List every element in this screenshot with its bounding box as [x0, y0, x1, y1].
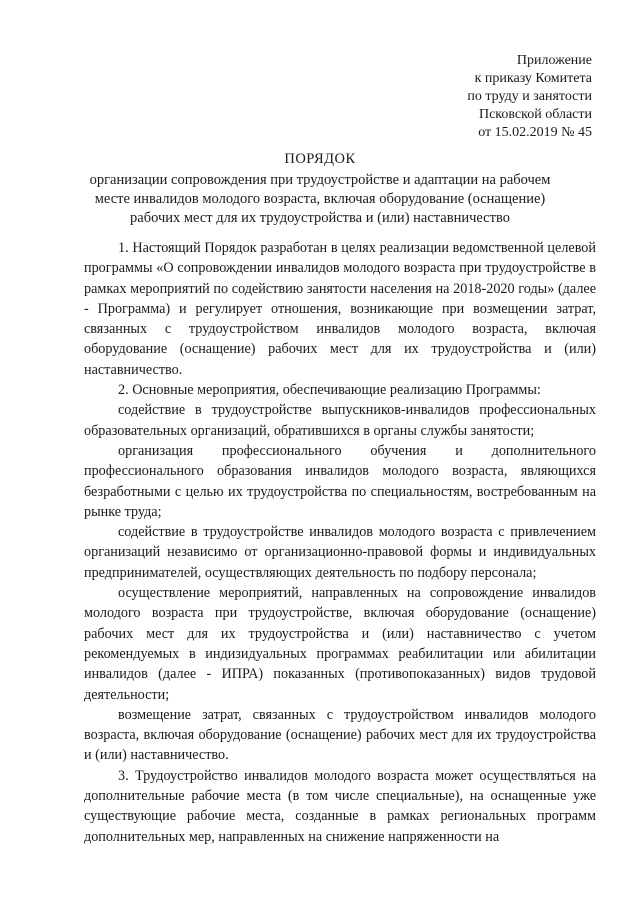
paragraph: осуществление мероприятий, направленных на сопровождение инвалидов молодого возраста при трудоустройстве, включая оборудование (оснащение) рабочих мест для их трудоустройства и (или) наставничество с учетом рекомендуемых в индизидуальных программах реабилитации или абилитации инвалидов (далее - ИПРА) показанных (противопоказанных) видов трудовой деятельности;: [84, 585, 596, 703]
paragraph: 1. Настоящий Порядок разработан в целях реализации ведомственной целевой программы «О сопровождении инвалидов молодого возраста при трудоустройстве в рамках мероприятий по содействию занятости населения на 2018-2020 годы» (далее - Программа) и регулирует отношения, возникающие при возмещении затрат, связанных с трудоустройством инвалидов молодого возраста, включая оборудование (оснащение) рабочих мест для их трудоустройства и (или) наставничество.: [84, 240, 596, 378]
title-subline: организации сопровождения при трудоустройстве и адаптации на рабочем: [89, 172, 551, 188]
paragraph: возмещение затрат, связанных с трудоустройством инвалидов молодого возраста, включая оборудование (оснащение) рабочих мест для их трудоустройства и (или) наставничество.: [84, 706, 596, 764]
appendix-block: [467, 52, 592, 142]
paragraph: организация профессионального обучения и дополнительного профессионального образования инвалидов молодого возраста, являющихся безработными с целью их трудоустройства по специальностям, востребованным на рынке труда;: [84, 442, 596, 520]
paragraph: 2. Основные мероприятия, обеспечивающие реализацию Программы:: [118, 382, 541, 399]
appendix-line: к приказу Комитета: [474, 71, 592, 86]
paragraph: содействие в трудоустройстве инвалидов молодого возраста с привлечением организаций независимо от организационно-правовой формы и индивидуальных предпринимателей, осуществляющих деятельность по подбору персонала;: [84, 524, 596, 581]
appendix-line: по труду и занятости: [467, 89, 592, 104]
title-subline: месте инвалидов молодого возраста, включая оборудование (оснащение): [94, 191, 546, 207]
paragraph: 3. Трудоустройство инвалидов молодого возраста может осуществляться на дополнительные рабочие места (в том числе специальные), на оснащенные уже существующие рабочие места, созданные в рамках региональных программ дополнительных мер, направленных на снижение напряженности на: [84, 767, 596, 845]
title-subline: рабочих мест для их трудоустройства и (или) наставничество: [130, 210, 510, 226]
document-body: [84, 238, 596, 847]
document-title: [0, 150, 640, 228]
appendix-line: Псковской области: [478, 107, 592, 122]
appendix-order-date: от 15.02.2019 № 45: [478, 125, 592, 140]
title-heading: ПОРЯДОК: [284, 151, 356, 167]
appendix-line: Приложение: [516, 53, 592, 68]
paragraph: содействие в трудоустройстве выпускников-инвалидов профессиональных образовательных организаций, обратившихся в органы службы занятости;: [84, 402, 596, 439]
